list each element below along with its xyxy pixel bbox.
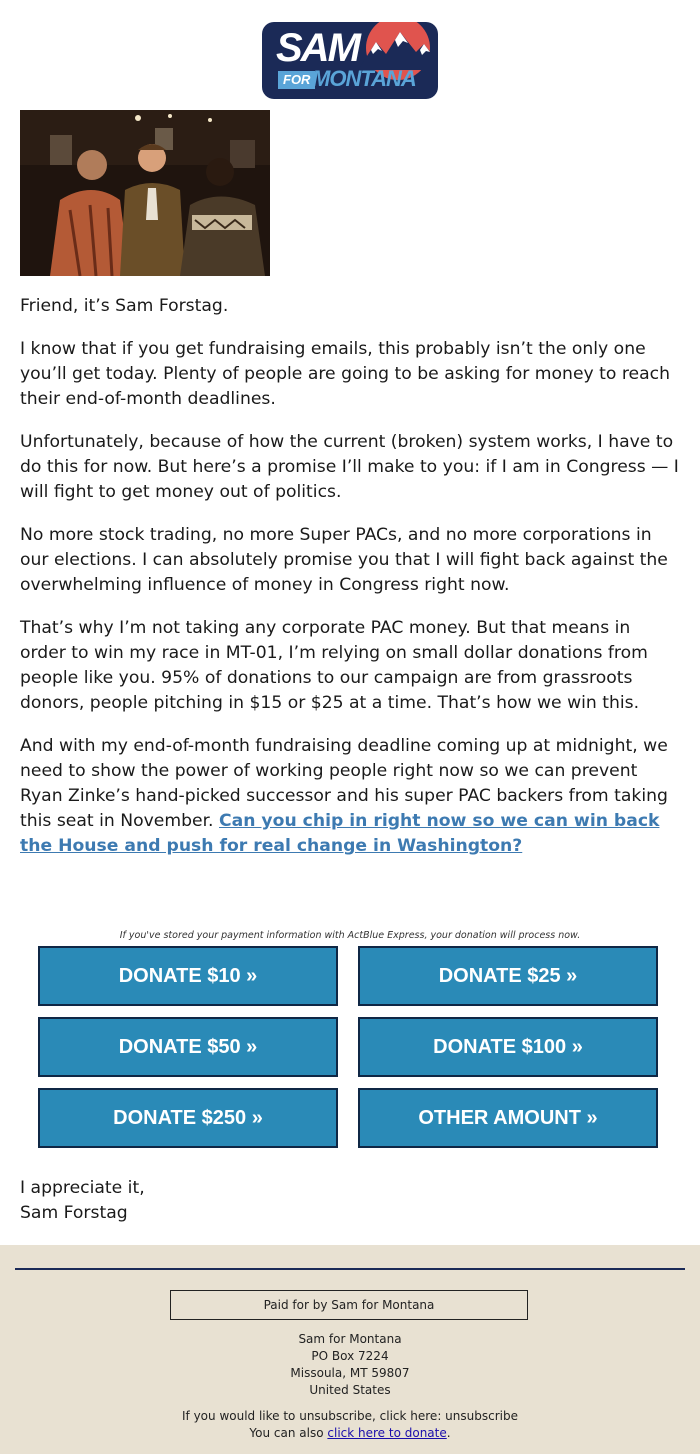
campaign-photo <box>20 110 270 276</box>
signoff <box>20 1176 145 1226</box>
address-line: Missoula, MT 59807 <box>290 1366 410 1380</box>
unsubscribe-text[interactable]: If you would like to unsubscribe, click here: unsubscribe <box>182 1409 518 1423</box>
greeting: Friend, it’s Sam Forstag. <box>20 296 229 316</box>
footer-donate-link[interactable]: click here to donate <box>327 1426 447 1440</box>
donate-25-button[interactable]: DONATE $25 » <box>358 946 658 1006</box>
donate-prefix: You can also <box>249 1426 328 1440</box>
donate-suffix: . <box>446 1426 451 1440</box>
footer <box>0 1245 700 1454</box>
paid-for-disclaimer: Paid for by Sam for Montana <box>170 1290 528 1320</box>
address-line: Sam for Montana <box>298 1332 402 1346</box>
sam-for-montana-logo <box>262 22 438 99</box>
address-line: United States <box>309 1383 391 1397</box>
mailing-address <box>0 1331 700 1399</box>
final-paragraph-text: And with my end-of-month fundraising deadline coming up at midnight, we need to show the power of working people right now so we can prevent Ryan Zinke’s hand-picked successor and his super PAC backers from taking this seat in November. <box>20 736 668 831</box>
body-paragraph: No more stock trading, no more Super PACs, and no more corporations in our elections. I can absolutely promise you that I will fight back against the overwhelming influence of money in Congress right now. <box>20 525 668 595</box>
actblue-note: If you've stored your payment information with ActBlue Express, your donation will process now. <box>119 930 581 941</box>
donate-line <box>0 1425 700 1442</box>
body-paragraph-final <box>20 734 680 859</box>
footer-divider <box>15 1268 685 1270</box>
donate-cta-link[interactable]: Can you chip in right now so we can win back the House and push for real change in Washington? <box>20 811 660 856</box>
donate-10-button[interactable]: DONATE $10 » <box>38 946 338 1006</box>
address-line: PO Box 7224 <box>311 1349 389 1363</box>
signoff-signature: Sam Forstag <box>20 1203 128 1223</box>
body-paragraph: Unfortunately, because of how the current (broken) system works, I have to do this for now. But here’s a promise I’ll make to you: if I am in Congress — I will fight to get money out of politics. <box>20 432 679 502</box>
signoff-line: I appreciate it, <box>20 1178 145 1198</box>
donate-50-button[interactable]: DONATE $50 » <box>38 1017 338 1077</box>
footer-links <box>0 1408 700 1442</box>
donate-other-amount-button[interactable]: OTHER AMOUNT » <box>358 1088 658 1148</box>
logo-sam-text: SAM <box>276 26 359 70</box>
body-paragraph: That’s why I’m not taking any corporate PAC money. But that means in order to win my race in MT-01, I’m relying on small dollar donations from people like you. 95% of donations to our campaign are from grassroots donors, people pitching in $15 or $25 at a time. That’s how we win this. <box>20 618 648 713</box>
logo-montana-text: MONTANA <box>312 66 416 91</box>
donate-100-button[interactable]: DONATE $100 » <box>358 1017 658 1077</box>
body-paragraph: I know that if you get fundraising emails, this probably isn’t the only one you’ll get today. Plenty of people are going to be asking for money to reach their end-of-month deadlines. <box>20 339 671 409</box>
donate-250-button[interactable]: DONATE $250 » <box>38 1088 338 1148</box>
logo-for-text: FOR <box>278 71 315 89</box>
email-body <box>20 294 680 877</box>
